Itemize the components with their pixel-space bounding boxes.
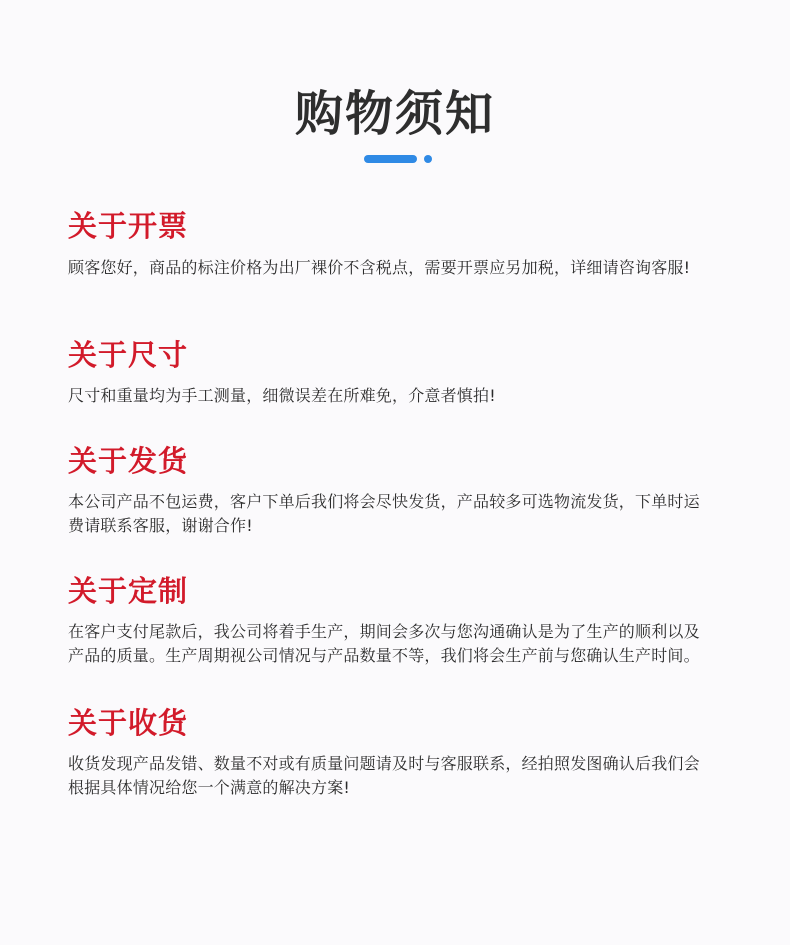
section-heading-receipt: 关于收货 <box>68 706 189 740</box>
title-underline-dot <box>424 155 432 163</box>
section-body-shipping: 本公司产品不包运费，客户下单后我们将会尽快发货，产品较多可选物流发货，下单时运费请联系客服，谢谢合作! <box>68 492 700 535</box>
section-heading-customization: 关于定制 <box>68 574 189 608</box>
section-body-invoice: 顾客您好，商品的标注价格为出厂裸价不含税点，需要开票应另加税，详细请咨询客服! <box>68 258 691 277</box>
section-receipt <box>68 705 708 800</box>
section-customization <box>68 573 708 668</box>
section-heading-shipping: 关于发货 <box>68 444 189 478</box>
title-underline-bar <box>364 155 417 163</box>
section-body-customization: 在客户支付尾款后，我公司将着手生产，期间会多次与您沟通确认是为了生产的顺利以及产品的质量。生产周期视公司情况与产品数量不等，我们将会生产前与您确认生产时间。 <box>68 622 700 665</box>
section-shipping <box>68 443 708 538</box>
section-size <box>68 337 708 408</box>
section-invoice <box>68 208 708 280</box>
section-body-size: 尺寸和重量均为手工测量，细微误差在所难免，介意者慎拍! <box>68 386 496 405</box>
section-heading-size: 关于尺寸 <box>68 338 189 372</box>
section-heading-invoice: 关于开票 <box>68 209 189 243</box>
section-body-receipt: 收货发现产品发错、数量不对或有质量问题请及时与客服联系，经拍照发图确认后我们会根据具体情况给您一个满意的解决方案! <box>68 754 700 797</box>
page-title: 购物须知 <box>294 86 495 142</box>
